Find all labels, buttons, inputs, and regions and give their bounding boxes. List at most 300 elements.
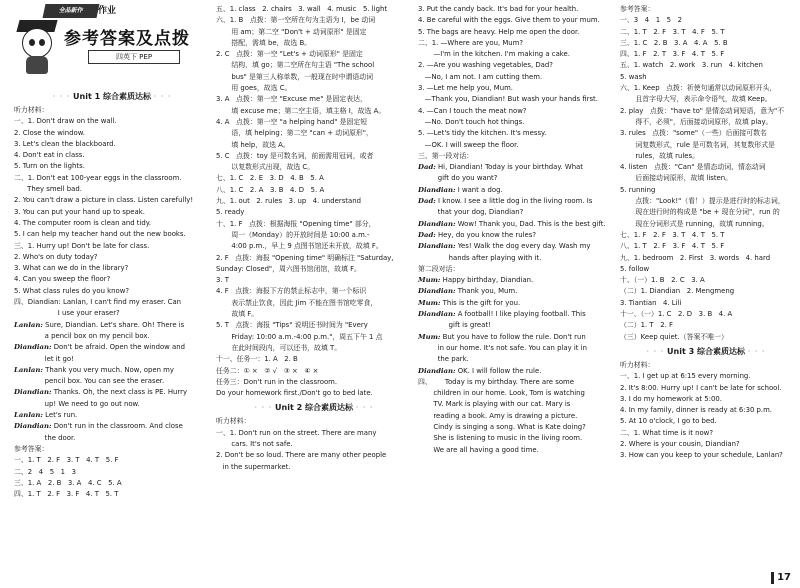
line-text: 三、1. Hurry up! Don't be late for class.	[14, 241, 150, 250]
text-line	[418, 366, 614, 377]
line-text: 任务二：① × ② √ ③ × ④ ×	[216, 366, 319, 375]
line-text: 七、1. C 2. E 3. D 4. B 5. A	[216, 174, 324, 183]
line-text: 八、1. C 2. A 3. B 4. D 5. A	[216, 185, 325, 194]
text-line	[620, 151, 792, 162]
line-text: 结构，填 go；第二空所在句主语 "The school	[216, 61, 375, 70]
line-text: Wow! Thank you, Dad. This is the best gift.	[455, 219, 606, 228]
text-line	[216, 450, 412, 461]
text-line	[14, 128, 210, 139]
line-text: 3. What can we do in the library?	[14, 264, 129, 273]
text-line	[216, 366, 412, 377]
text-line	[418, 320, 614, 331]
text-line	[620, 162, 792, 173]
line-text: 2. Where is your cousin, Diandian?	[620, 439, 740, 448]
line-text: 5. ready	[216, 208, 245, 217]
line-text: reading a book. Amy is drawing a picture.	[418, 411, 578, 420]
text-line	[14, 161, 210, 172]
line-text: 3. rules 点拨："some"（一些）后面接可数名	[620, 129, 767, 138]
text-line	[14, 116, 210, 127]
line-text: 5. At 10 o'clock, I go to bed.	[620, 417, 717, 426]
text-line	[216, 377, 412, 388]
line-text: 听力材料：	[216, 417, 251, 426]
line-text: 听力材料：	[14, 106, 49, 114]
text-line	[418, 106, 614, 117]
text-line	[14, 331, 210, 342]
line-text: 填 excuse me；第二空主语，填主格 I，故选 A。	[216, 106, 386, 115]
line-text: 3. Let's clean the blackboard.	[14, 139, 116, 148]
line-text: 3. A 点拨：第一空 "Excuse me" 是固定表达，	[216, 95, 367, 104]
line-text: 4. Be careful with the eggs. Give them to your mum.	[418, 16, 600, 25]
speaker-name: Mum:	[418, 298, 441, 307]
text-line	[418, 445, 614, 456]
text-line	[620, 196, 792, 207]
text-line	[418, 49, 614, 60]
line-text: Hi, Diandian! Today is your birthday. What	[435, 163, 583, 172]
text-line	[216, 428, 412, 439]
line-text: 四、1. T 2. F 3. F 4. T 5. T	[14, 490, 119, 499]
text-line	[14, 376, 210, 387]
line-text: Let's run.	[42, 411, 78, 420]
text-line	[216, 264, 412, 275]
line-text: 4. Don't eat in class.	[14, 151, 85, 160]
line-text: I use your eraser?	[14, 309, 120, 318]
line-text: 十一、（一）1. C 2. D 3. B 4. A	[620, 310, 733, 319]
text-line	[418, 253, 614, 264]
line-text: up! We need to go out now.	[14, 399, 140, 408]
text-line	[418, 27, 614, 38]
line-text: 听力材料：	[620, 360, 655, 369]
line-text: （二）1. Diandian 2. Mengmeng	[620, 287, 735, 296]
mascot-icon	[16, 18, 58, 76]
line-text: hands after playing with it.	[418, 253, 542, 262]
line-text: 二、1. Don't eat 100-year eggs in the classroom.	[14, 173, 182, 182]
line-text: 5. —Let's tidy the kitchen. It's messy.	[418, 129, 547, 138]
line-text: Happy birthday, Diandian.	[440, 276, 534, 285]
text-line	[14, 489, 210, 500]
line-text: 语，填 helping；第二空 "can + 动词原形"，	[216, 129, 373, 138]
line-text: that your dog, Diandian?	[418, 208, 524, 217]
brand-logo: 全品新作	[43, 4, 100, 18]
text-line	[14, 207, 210, 218]
line-text: a pencil box on my pencil box.	[14, 331, 150, 340]
line-text: rules，故填 rules。	[620, 151, 699, 160]
line-text: 一、3 4 1 5 2	[620, 16, 682, 25]
section-heading: · · · Unit 2 综合素质达标 · · ·	[254, 403, 374, 413]
line-text: 4. The computer room is clean and tidy.	[14, 218, 152, 227]
speaker-name: Diandian:	[418, 310, 456, 319]
text-line	[14, 421, 210, 432]
text-line	[620, 140, 792, 151]
text-line	[14, 342, 210, 353]
text-line	[216, 106, 412, 117]
text-line	[14, 467, 210, 478]
text-line	[620, 128, 792, 139]
text-line	[418, 173, 614, 184]
text-line	[418, 422, 614, 433]
text-line	[620, 439, 792, 450]
line-text: 5. follow	[620, 264, 650, 273]
line-text: 3. Tiantian 4. Lili	[620, 298, 682, 307]
line-text: 5. What class rules do you know?	[14, 286, 129, 295]
text-line	[14, 433, 210, 444]
line-text: She is listening to music in the living room.	[418, 434, 583, 443]
line-text: 2. Don't be so loud. There are many other people	[216, 451, 387, 460]
column-4	[620, 4, 792, 588]
speaker-name: Diandian:	[418, 366, 456, 375]
text-line	[216, 128, 412, 139]
line-text: bus" 是第三人称单数，一般现在时中谓语动词	[216, 72, 374, 81]
answer-text-block	[620, 360, 792, 462]
text-line	[14, 387, 210, 398]
text-line	[14, 478, 210, 489]
line-text: 用 am；第二空 "Don't + 动词原形" 是固定	[216, 27, 367, 36]
line-text: （二）1. T 2. F	[620, 321, 673, 330]
text-line	[620, 394, 792, 405]
line-text: 2. You can't draw a picture in class. Listen carefully!	[14, 196, 194, 205]
section-heading-unit3: · · · Unit 3 综合素质达标 · · ·	[646, 346, 766, 356]
line-text: 5. T 点拨：海报 "Tips" 说明还书时间为 "Every	[216, 321, 368, 330]
text-line	[216, 354, 412, 365]
text-line	[418, 140, 614, 151]
line-text: Don't be afraid. Open the window and	[51, 343, 185, 352]
text-line	[14, 444, 210, 455]
text-line	[418, 275, 614, 286]
line-text: 4. In my family, dinner is ready at 6:30 p.m.	[620, 406, 772, 415]
text-line	[216, 388, 412, 399]
line-text: 九、1. bedroom 2. First 3. words 4. hard	[620, 253, 771, 262]
line-text: 4. F 点拨：海报下方的禁止标志中，第一个标识	[216, 287, 367, 296]
text-line	[216, 230, 412, 241]
text-line	[216, 49, 412, 60]
line-text: OK. I will follow the rule.	[455, 366, 542, 375]
text-line	[216, 151, 412, 162]
line-text: 参考答案：	[620, 5, 655, 13]
line-text: in our home. It's not safe. You can play it in	[418, 343, 587, 352]
speaker-name: Diandian:	[14, 388, 52, 397]
text-line	[418, 264, 614, 275]
text-line	[620, 38, 792, 49]
text-line	[418, 151, 614, 162]
line-text: 十一、任务一：1. A 2. B	[216, 355, 298, 364]
column-3	[418, 4, 614, 588]
text-line	[14, 263, 210, 274]
text-line	[14, 241, 210, 252]
line-text: 点拨："Look!"（看！）提示是进行时的标志词，	[620, 197, 785, 206]
text-line	[216, 275, 412, 286]
line-text: 参考答案：	[14, 444, 49, 453]
text-line	[620, 219, 792, 230]
speaker-name: Mum:	[418, 332, 441, 341]
text-line	[620, 383, 792, 394]
line-text: 3. I do my homework at 5:00.	[620, 394, 722, 403]
line-text: （三）Keep quiet.（答案不唯一）	[620, 332, 728, 341]
section-heading-unit1: · · · Unit 1 综合素质达标 · · ·	[52, 92, 172, 101]
text-line	[216, 60, 412, 71]
text-line	[216, 439, 412, 450]
text-line	[216, 219, 412, 230]
answer-text-block	[620, 4, 792, 343]
text-line	[14, 139, 210, 150]
line-text: 4. Can you sweep the floor?	[14, 275, 111, 284]
text-line	[620, 106, 792, 117]
text-line	[216, 207, 412, 218]
text-line	[216, 4, 412, 15]
speaker-name: Mum:	[418, 276, 441, 285]
text-line	[14, 274, 210, 285]
speaker-name: Dad:	[418, 197, 436, 206]
line-text: A football! I like playing football. This	[455, 310, 586, 319]
text-line	[14, 105, 210, 116]
text-line	[14, 252, 210, 263]
line-text: 搭配，需填 be，故选 B。	[216, 38, 312, 47]
text-line	[14, 308, 210, 319]
line-text: 九、1. out 2. rules 3. up 4. understand	[216, 197, 361, 206]
line-text: 五、1. watch 2. work 3. run 4. kitchen	[620, 61, 763, 70]
text-line	[418, 185, 614, 196]
line-text: the park.	[418, 355, 469, 364]
line-text: 5. I can help my teacher hand out the new books.	[14, 230, 186, 239]
line-text: Friday: 10:00 a.m.-4:00 p.m."，周五下午 1 点	[216, 332, 383, 341]
text-line	[216, 253, 412, 264]
line-text: 3. Put the candy back. It's bad for your health.	[418, 5, 579, 13]
text-line	[216, 416, 412, 427]
line-text: TV. Mark is playing with our cat. Mary is	[418, 400, 571, 409]
text-line	[620, 185, 792, 196]
line-text: 4. A 点拨：第一空 "a helping hand" 是固定短	[216, 117, 368, 126]
line-text: 故填 F。	[216, 310, 259, 319]
line-text: 后面接动词原形，故填 listen。	[620, 174, 733, 183]
line-text: 一、1. Don't run on the street. There are many	[216, 428, 377, 437]
line-text: 二、2 4 5 1 3	[14, 467, 76, 476]
text-line	[216, 196, 412, 207]
line-text: pencil box. You can see the eraser.	[14, 377, 165, 386]
line-text: 六、1. Keep 点拨：祈使句通常以动词原形开头，	[620, 84, 777, 93]
text-line	[620, 83, 792, 94]
text-line	[14, 354, 210, 365]
line-text: 3. —Let me help you, Mum.	[418, 84, 513, 93]
line-text: 任务三：Don't run in the classroom.	[216, 377, 338, 386]
text-line	[620, 360, 792, 371]
line-text: 现在进行时的构成是 "be + 现在分词"，run 的	[620, 208, 780, 217]
answer-text-block	[216, 4, 412, 473]
text-line	[418, 60, 614, 71]
line-text: the door.	[14, 433, 76, 442]
speaker-name: Diandian:	[418, 242, 456, 251]
text-line	[620, 4, 792, 15]
text-line	[418, 4, 614, 15]
line-text: Yes! Walk the dog every day. Wash my	[455, 242, 591, 251]
text-line	[418, 399, 614, 410]
text-line	[216, 286, 412, 297]
text-line	[418, 286, 614, 297]
line-text: 十、1. F 点拨：根据海报 "Opening time" 部分，	[216, 219, 376, 228]
column-1	[14, 0, 210, 588]
text-line	[418, 83, 614, 94]
line-text: 十、（一）1. B 2. C 3. A	[620, 276, 705, 285]
answer-text-block	[14, 105, 210, 500]
text-line	[216, 185, 412, 196]
line-text: Thanks. Oh, the next class is PE. Hurry	[51, 388, 188, 397]
text-line	[620, 264, 792, 275]
line-text: 以复数形式出现，故选 C。	[216, 163, 315, 172]
speaker-name: Dad:	[418, 163, 436, 172]
line-text: 第二段对话：	[418, 264, 460, 273]
text-line	[216, 38, 412, 49]
text-line	[216, 320, 412, 331]
text-line	[620, 450, 792, 461]
text-line	[418, 94, 614, 105]
line-text: 5. C 点拨：toy 是可数名词，前面需用冠词，或者	[216, 151, 374, 160]
line-text: 4. listen 点拨："Can" 是情态动词，情态动词	[620, 163, 766, 172]
text-line	[14, 365, 210, 376]
text-line	[216, 332, 412, 343]
line-text: Don't run in the classroom. And close	[51, 422, 183, 431]
text-line	[418, 298, 614, 309]
line-text: 一、1. Don't draw on the wall.	[14, 117, 117, 126]
text-line	[620, 241, 792, 252]
line-text: But you have to follow the rule. Don't run	[440, 332, 586, 341]
text-line	[620, 173, 792, 184]
line-text: I know. I see a little dog in the living room. Is	[435, 197, 593, 206]
text-line	[620, 309, 792, 320]
line-text: —OK. I will sweep the floor.	[418, 140, 519, 149]
text-line	[418, 72, 614, 83]
text-line	[418, 411, 614, 422]
text-line	[418, 196, 614, 207]
line-text: 得不，必须"，后面接动词原形，故填 play。	[620, 117, 773, 126]
line-text: —No. Don't touch hot things.	[418, 117, 525, 126]
brand-logo-suffix: 作业	[98, 6, 117, 16]
speaker-name: Diandian:	[14, 343, 52, 352]
line-text: They smell bad.	[14, 185, 82, 194]
text-line	[216, 309, 412, 320]
text-line	[14, 455, 210, 466]
text-line	[14, 218, 210, 229]
line-text: 且首字母大写，表示命令语气，故填 Keep。	[620, 95, 772, 104]
text-line	[620, 60, 792, 71]
text-line	[216, 173, 412, 184]
line-text: 5. running	[620, 185, 656, 194]
text-line	[216, 83, 412, 94]
text-line	[418, 230, 614, 241]
text-line	[14, 320, 210, 331]
text-line	[620, 332, 792, 343]
line-text: children in our home. Look, Tom is watching	[418, 389, 585, 398]
text-line	[418, 377, 614, 388]
text-line	[418, 343, 614, 354]
text-line	[418, 162, 614, 173]
text-line	[620, 94, 792, 105]
text-line	[620, 320, 792, 331]
text-line	[418, 117, 614, 128]
line-text: 用 goes，故选 C。	[216, 84, 292, 93]
text-line	[216, 15, 412, 26]
text-line	[418, 241, 614, 252]
text-line	[418, 332, 614, 343]
line-text: Hey, do you know the rules?	[435, 230, 537, 239]
text-line	[216, 140, 412, 151]
line-text: —Thank you, Diandian! But wash your hands first.	[418, 95, 598, 104]
speaker-name: Diandian:	[418, 287, 456, 296]
text-line	[418, 354, 614, 365]
column-2	[216, 4, 412, 588]
line-text: 四、1. F 2. T 3. F 4. T 5. F	[620, 50, 725, 59]
line-text: 五、1. class 2. chairs 3. wall 4. music 5. light	[216, 5, 388, 13]
line-text: 二、1. What time is it now?	[620, 428, 713, 437]
line-text: 5. Turn on the lights.	[14, 162, 85, 171]
text-line	[14, 184, 210, 195]
line-text: —No, I am not. I am cutting them.	[418, 72, 543, 81]
line-text: Sunday: Closed"，周六图书馆闭馆，故填 F。	[216, 264, 361, 273]
line-text: 三、第一段对话：	[418, 151, 474, 160]
text-line	[620, 405, 792, 416]
line-text: 三、1. C 2. B 3. A 4. A 5. B	[620, 38, 728, 47]
text-line	[620, 72, 792, 83]
line-text: —I'm in the kitchen. I'm making a cake.	[418, 50, 570, 59]
text-line	[620, 298, 792, 309]
text-line	[216, 27, 412, 38]
line-text: 3. You can put your hand up to speak.	[14, 207, 145, 216]
page-header	[14, 0, 210, 88]
line-text: 2. It's 8:00. Hurry up! I can't be late for school.	[620, 383, 782, 392]
speaker-name: Dad:	[418, 230, 436, 239]
text-line	[418, 309, 614, 320]
grade-label: 四英下 PEP	[88, 50, 180, 64]
text-line	[620, 230, 792, 241]
line-text: gift do you want?	[418, 174, 498, 183]
speaker-name: Diandian:	[14, 422, 52, 431]
line-text: 词复数形式，rule 是可数名词，其复数形式是	[620, 140, 775, 149]
text-line	[418, 207, 614, 218]
text-line	[14, 195, 210, 206]
text-line	[418, 128, 614, 139]
text-line	[216, 462, 412, 473]
text-line	[620, 416, 792, 427]
line-text: This is the gift for you.	[440, 298, 521, 307]
line-text: 现在分词形式是 running，故填 running。	[620, 219, 769, 228]
text-line	[14, 399, 210, 410]
text-line	[418, 219, 614, 230]
line-text: 2. F 点拨：海报 "Opening time" 明确标注 "Saturday,	[216, 253, 394, 262]
text-line	[216, 162, 412, 173]
text-line	[216, 117, 412, 128]
line-text: 2. Who's on duty today?	[14, 252, 98, 261]
page-title: 参考答案及点拨	[64, 29, 190, 49]
line-text: 在此时间段内，可以还书，故填 T。	[216, 343, 342, 352]
text-line	[418, 38, 614, 49]
line-text: Thank you very much. Now, open my	[42, 365, 174, 374]
text-line	[620, 275, 792, 286]
text-line	[216, 343, 412, 354]
line-text: 2. play 点拨："have to" 是情态动词短语，意为"不	[620, 106, 785, 115]
line-text: 5. wash	[620, 72, 647, 81]
speaker-name: Diandian:	[418, 219, 456, 228]
text-line	[216, 94, 412, 105]
line-text: 一、1. I get up at 6:15 every morning.	[620, 372, 751, 381]
line-text: 4:00 p.m.，早上 9 点图书馆还未开放，故填 F。	[216, 242, 383, 251]
text-line	[620, 207, 792, 218]
line-text: 二、1. T 2. F 3. T 4. F 5. T	[620, 27, 725, 36]
answer-text-block	[418, 4, 614, 456]
text-line	[14, 229, 210, 240]
text-line	[216, 72, 412, 83]
line-text: We are all having a good time.	[418, 445, 539, 454]
line-text: I want a dog.	[455, 185, 503, 194]
line-text: cars. It's not safe.	[216, 439, 293, 448]
page-number: 17	[771, 572, 794, 584]
line-text: in the supermarket.	[216, 462, 291, 471]
text-line	[620, 286, 792, 297]
